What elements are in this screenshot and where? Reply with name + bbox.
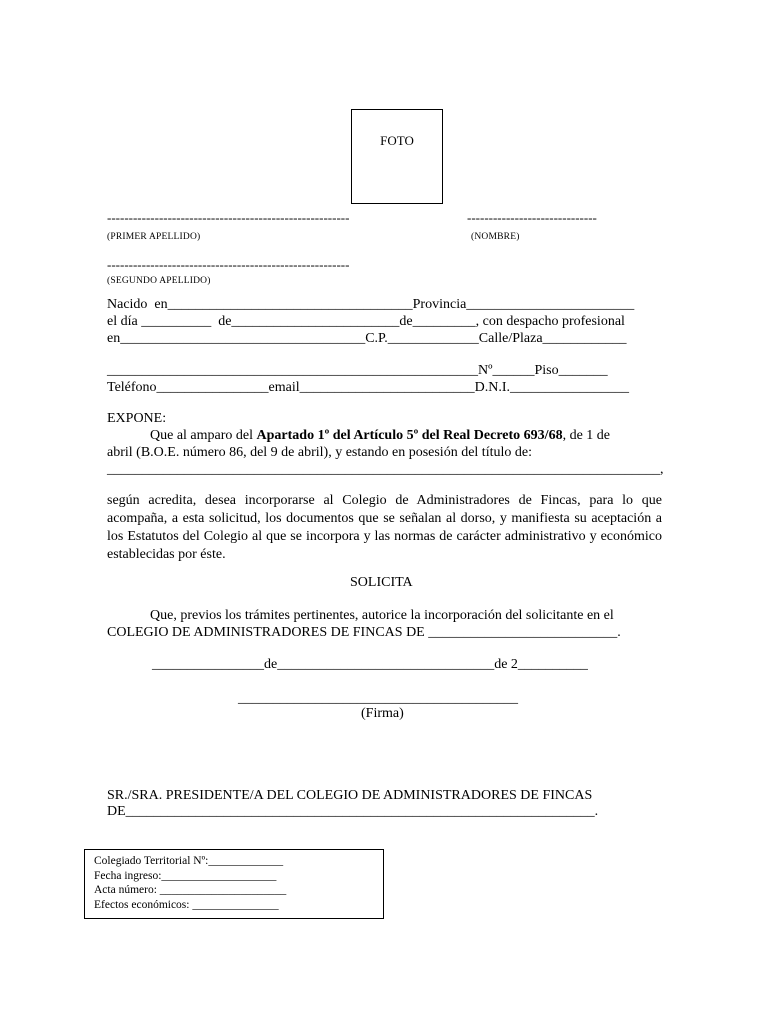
nombre-line[interactable]: ------------------------------ bbox=[467, 210, 597, 225]
expone-p1-post: , de 1 de bbox=[562, 428, 611, 443]
titulo-line[interactable]: _______________________________________________________________________________, bbox=[107, 462, 664, 477]
expone-p1-bold: Apartado 1º del Artículo 5º del Real Decreto 693/68 bbox=[256, 428, 563, 443]
nombre-label: (NOMBRE) bbox=[471, 232, 520, 242]
expone-p2: según acredita, desea incorporarse al Colegio de Administradores de Fincas, para lo que acompaña, a esta solicitud, los documentos que se señalan al dorso, y manifiesta su aceptación a los Estatutos del Colegio al que se incorpora y las normas de carácter administrativo y económico establecidas por éste. bbox=[107, 493, 662, 562]
colegiado-field[interactable]: Colegiado Territorial Nº:_____________ bbox=[94, 855, 284, 867]
efectos-field[interactable]: Efectos económicos: _______________ bbox=[94, 898, 279, 911]
destinatario-line2[interactable]: DE___________________________________________________________________. bbox=[107, 804, 599, 819]
fecha-ingreso-field[interactable]: Fecha ingreso:____________________ bbox=[94, 869, 277, 882]
firma-label: (Firma) bbox=[361, 706, 404, 721]
fecha-line[interactable]: ________________de_______________________________de 2__________ bbox=[152, 657, 588, 672]
firma-line[interactable]: ________________________________________ bbox=[238, 691, 518, 706]
solicita-line1: Que, previos los trámites pertinentes, autorice la incorporación del solicitante en el bbox=[150, 608, 614, 623]
primer-apellido-line[interactable]: -------------------------------------------------------- bbox=[107, 210, 350, 225]
office-use-box bbox=[84, 849, 384, 919]
expone-p1-line1 bbox=[150, 427, 610, 445]
expone-heading: EXPONE: bbox=[107, 411, 167, 426]
segundo-apellido-label: (SEGUNDO APELLIDO) bbox=[107, 276, 211, 286]
dia-line[interactable]: el día __________ de________________________de_________, con despacho profesional bbox=[107, 314, 625, 329]
direccion-line[interactable]: en___________________________________C.P._____________Calle/Plaza____________ bbox=[107, 331, 627, 346]
photo-box bbox=[351, 109, 443, 204]
expone-p1-line2: abril (B.O.E. número 86, del 9 de abril), y estando en posesión del título de: bbox=[107, 445, 532, 460]
primer-apellido-label: (PRIMER APELLIDO) bbox=[107, 232, 201, 242]
acta-field[interactable]: Acta número: ______________________ bbox=[94, 884, 287, 896]
expone-p1-pre: Que al amparo del bbox=[150, 428, 257, 443]
nacido-line[interactable]: Nacido en___________________________________Provincia________________________ bbox=[107, 297, 635, 312]
destinatario-line1: SR./SRA. PRESIDENTE/A DEL COLEGIO DE ADMINISTRADORES DE FINCAS bbox=[107, 788, 593, 803]
contacto-line[interactable]: Teléfono________________email_________________________D.N.I._________________ bbox=[107, 380, 630, 395]
solicita-heading: SOLICITA bbox=[350, 575, 413, 590]
numero-piso-line[interactable]: _____________________________________________________Nº______Piso_______ bbox=[107, 363, 608, 378]
photo-label: FOTO bbox=[380, 133, 414, 148]
segundo-apellido-line[interactable]: -------------------------------------------------------- bbox=[107, 257, 350, 272]
solicita-line2[interactable]: COLEGIO DE ADMINISTRADORES DE FINCAS DE ___________________________. bbox=[107, 625, 621, 640]
